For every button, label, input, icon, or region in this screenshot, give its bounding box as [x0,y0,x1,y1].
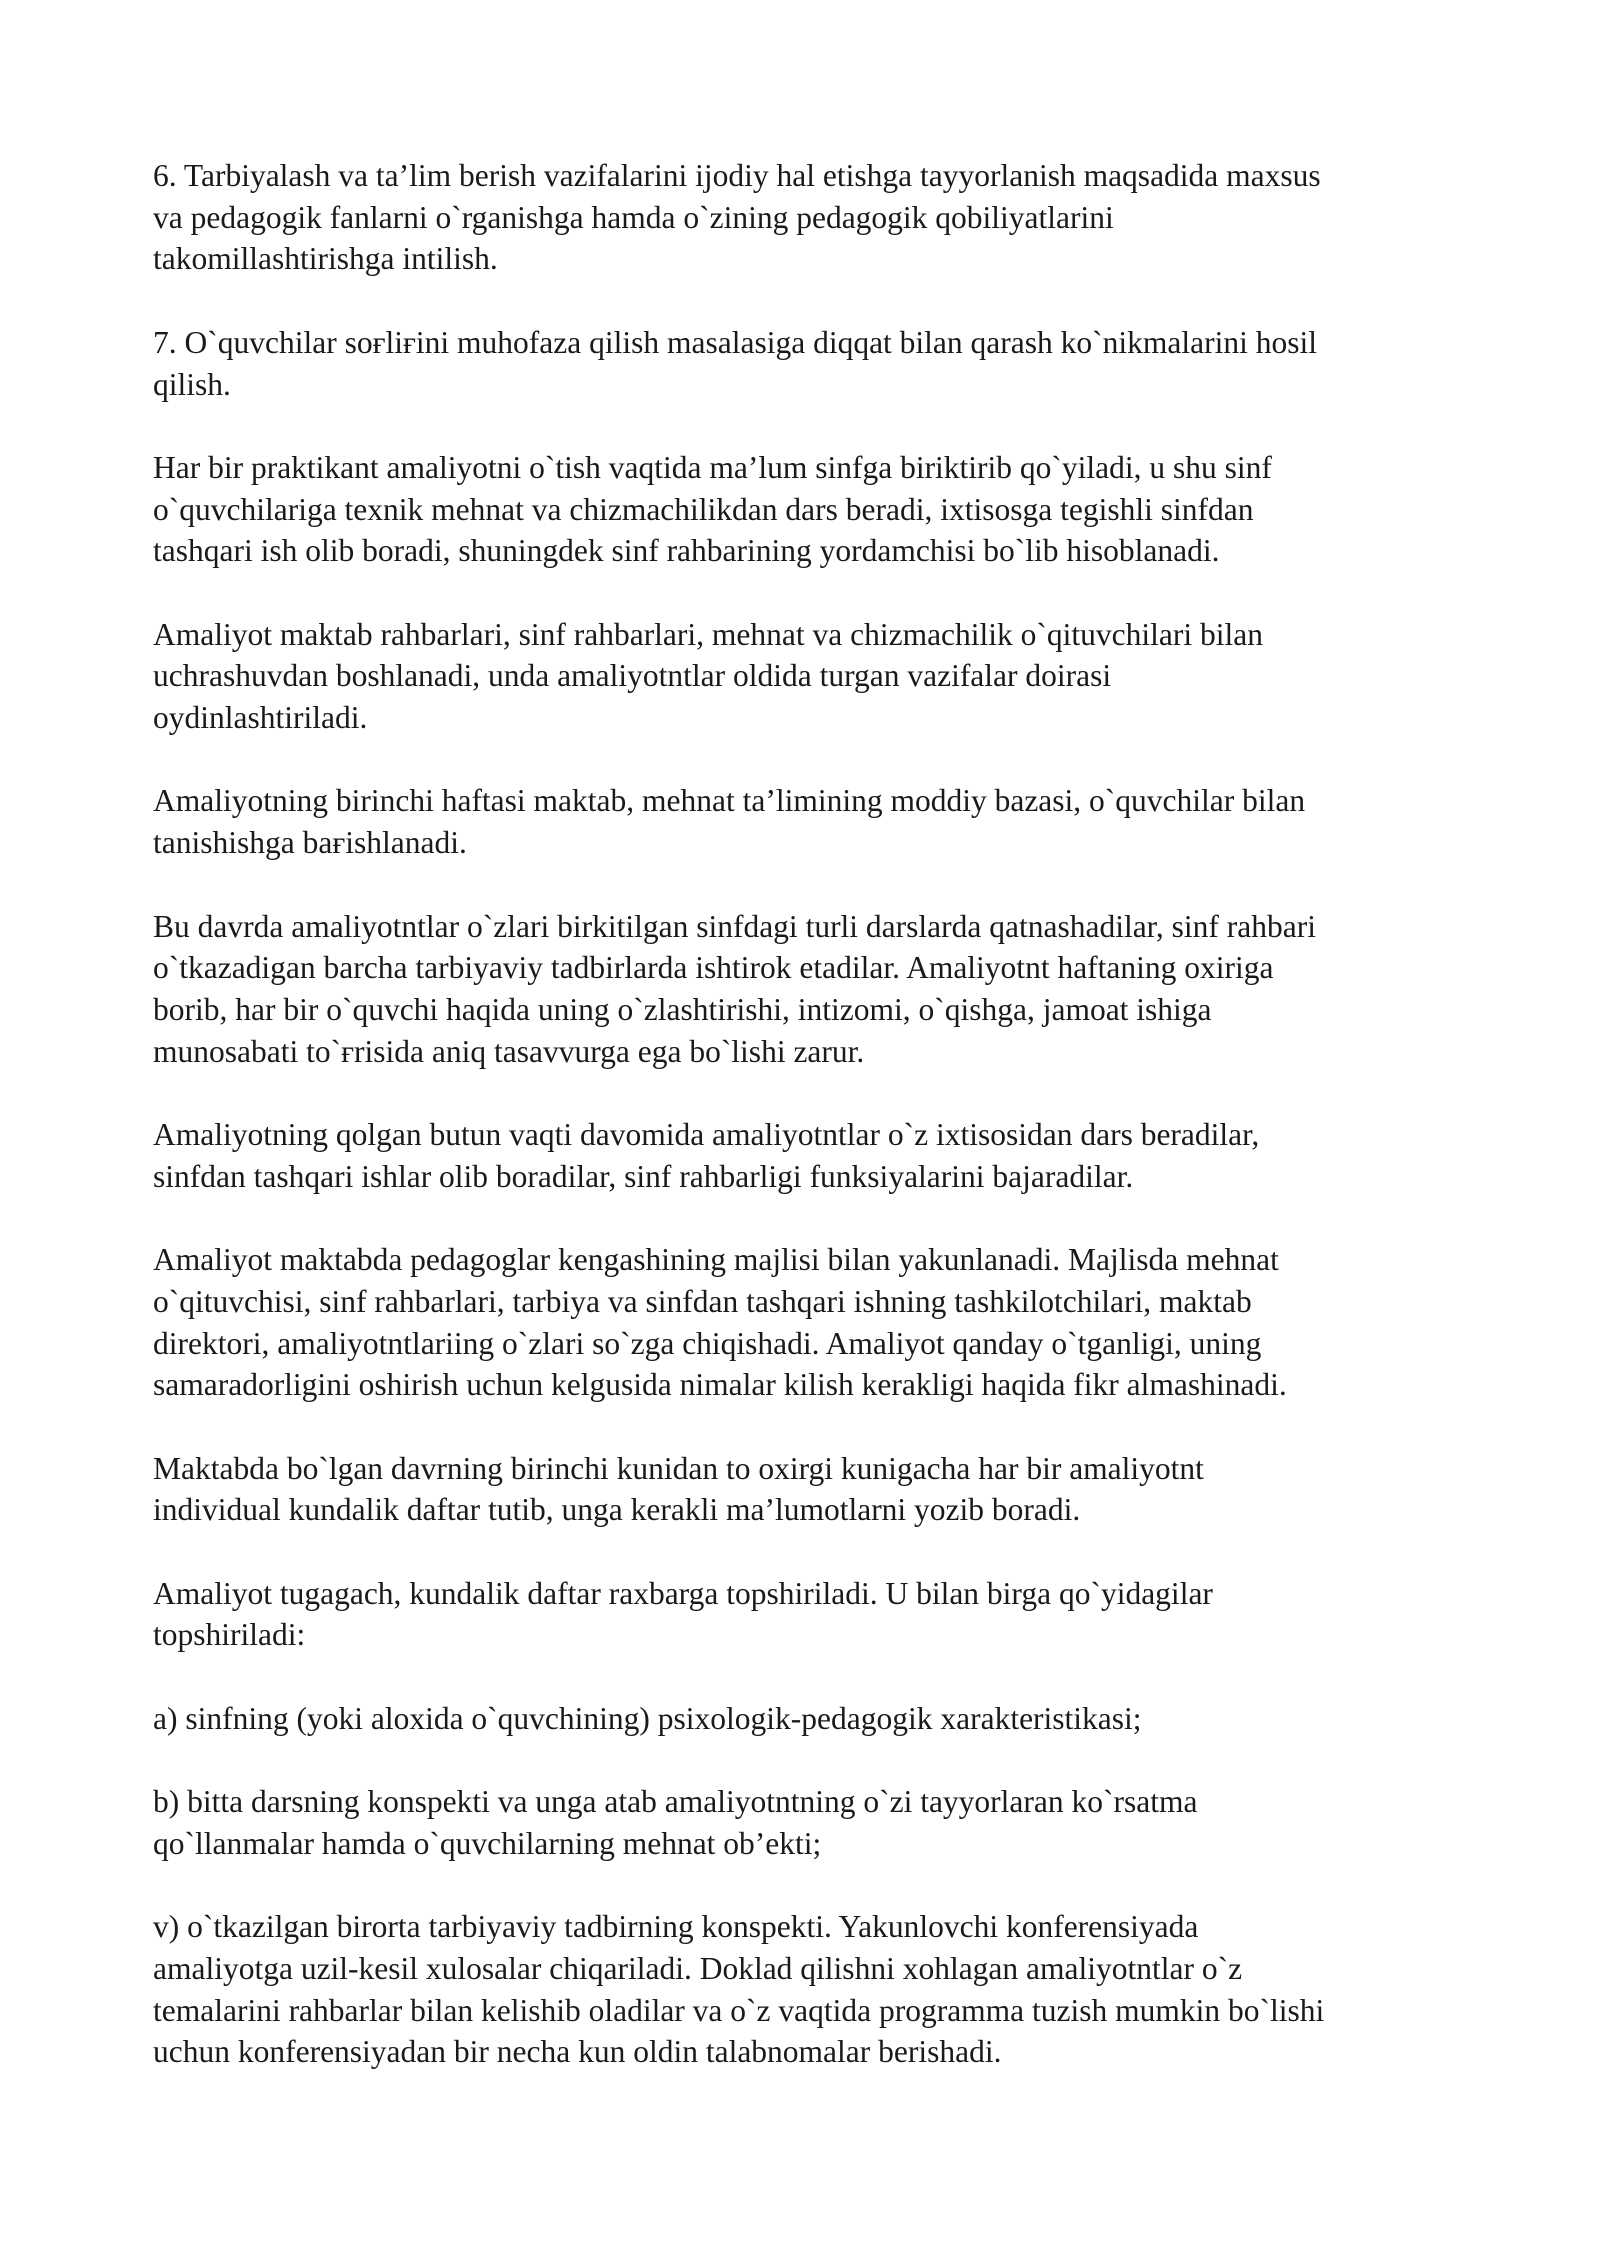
paragraph-bu-davrda: Bu davrda amaliyotntlar o`zlari birkitilgan sinfdagi turli darslarda qatnashadilar, sinf rahbari o`tkazadigan barcha tarbiyaviy tadbirlarda ishtirok etadilar. Amaliyotnt haftaning oxiriga borib, har bir o`quvchi haqida uning o`zlashtirishi, intizomi, o`qishga, jamoat ishiga munosabati to`ғrisida aniq tasavvurga ega bo`lishi zarur. [153,908,1316,1069]
paragraph-kundalik-daftar: Maktabda bo`lgan davrning birinchi kunidan to oxirgi kunigacha har bir amaliyotnt individual kundalik daftar tutib, unga kerakli ma’lumotlarni yozib boradi. [153,1450,1204,1528]
paragraph-yakunlanishi: Amaliyot maktabda pedagoglar kengashining majlisi bilan yakunlanadi. Majlisda mehnat o`qituvchisi, sinf rahbarlari, tarbiya va sinfdan tashqari ishning tashkilotchilari, maktab direktori, amaliyotntlariing o`zlari so`zga chiqishadi. Amaliyot qanday o`tganligi, uning samaradorligini oshirish uchun kelgusida nimalar kilish kerakligi haqida fikr almashinadi. [153,1242,1287,1403]
paragraph-topshiriladi: Amaliyot tugagach, kundalik daftar raxbarga topshiriladi. U bilan birga qo`yidagilar topshiriladi: [153,1575,1213,1653]
paragraph-birinchi-hafta: Amaliyotning birinchi haftasi maktab, mehnat ta’limining moddiy bazasi, o`quvchilar bilan tanishishga baғishlanadi. [153,783,1306,861]
list-item-a: a) sinfning (yoki aloxida o`quvchining) psixologik-pedagogik xarakteristikasi; [153,1700,1142,1736]
list-item-v: v) o`tkazilgan birorta tarbiyaviy tadbirning konspekti. Yakunlovchi konferensiyada amaliyotga uzil-kesil xulosalar chiqariladi. Doklad qilishni xohlagan amaliyotntlar o`z temalarini rahbarlar bilan kelishib oladilar va o`z vaqtida programma tuzish mumkin bo`lishi uchun konferensiyadan bir necha kun oldin talabnomalar berishadi. [153,1909,1325,2070]
document-page [153,155,1513,2115]
list-item-b: b) bitta darsning konspekti va unga atab amaliyotntning o`zi tayyorlaran ko`rsatma qo`llanmalar hamda o`quvchilarning mehnat ob’ekti; [153,1784,1198,1861]
paragraph-amaliyot-boshlanishi: Amaliyot maktab rahbarlari, sinf rahbarlari, mehnat va chizmachilik o`qituvchilari bilan uchrashuvdan boshlanadi, unda amaliyotntlar oldida turgan vazifalar doirasi oydinlashtiriladi. [153,616,1263,736]
paragraph-qolgan-vaqt: Amaliyotning qolgan butun vaqti davomida amaliyotntlar o`z ixtisosidan dars beradilar, sinfdan tashqari ishlar olib boradilar, sinf rahbarligi funksiyalarini bajaradilar. [153,1117,1260,1194]
paragraph-praktikant: Har bir praktikant amaliyotni o`tish vaqtida ma’lum sinfga biriktirib qo`yiladi, u shu sinf o`quvchilariga texnik mehnat va chizmachilikdan dars beradi, ixtisosga tegishli sinfdan tashqari ish olib boradi, shuningdek sinf rahbarining yordamchisi bo`lib hisoblanadi. [153,449,1272,569]
paragraph-item-7: 7. O`quvchilar soғliғini muhofaza qilish masalasiga diqqat bilan qarash ko`nikmalarini hosil qilish. [153,324,1317,402]
paragraph-item-6: 6. Tarbiyalash va ta’lim berish vazifalarini ijodiy hal etishga tayyorlanish maqsadida maxsus va pedagogik fanlarni o`rganishga hamda o`zining pedagogik qobiliyatlarini takomillashtirishga intilish. [153,158,1321,277]
